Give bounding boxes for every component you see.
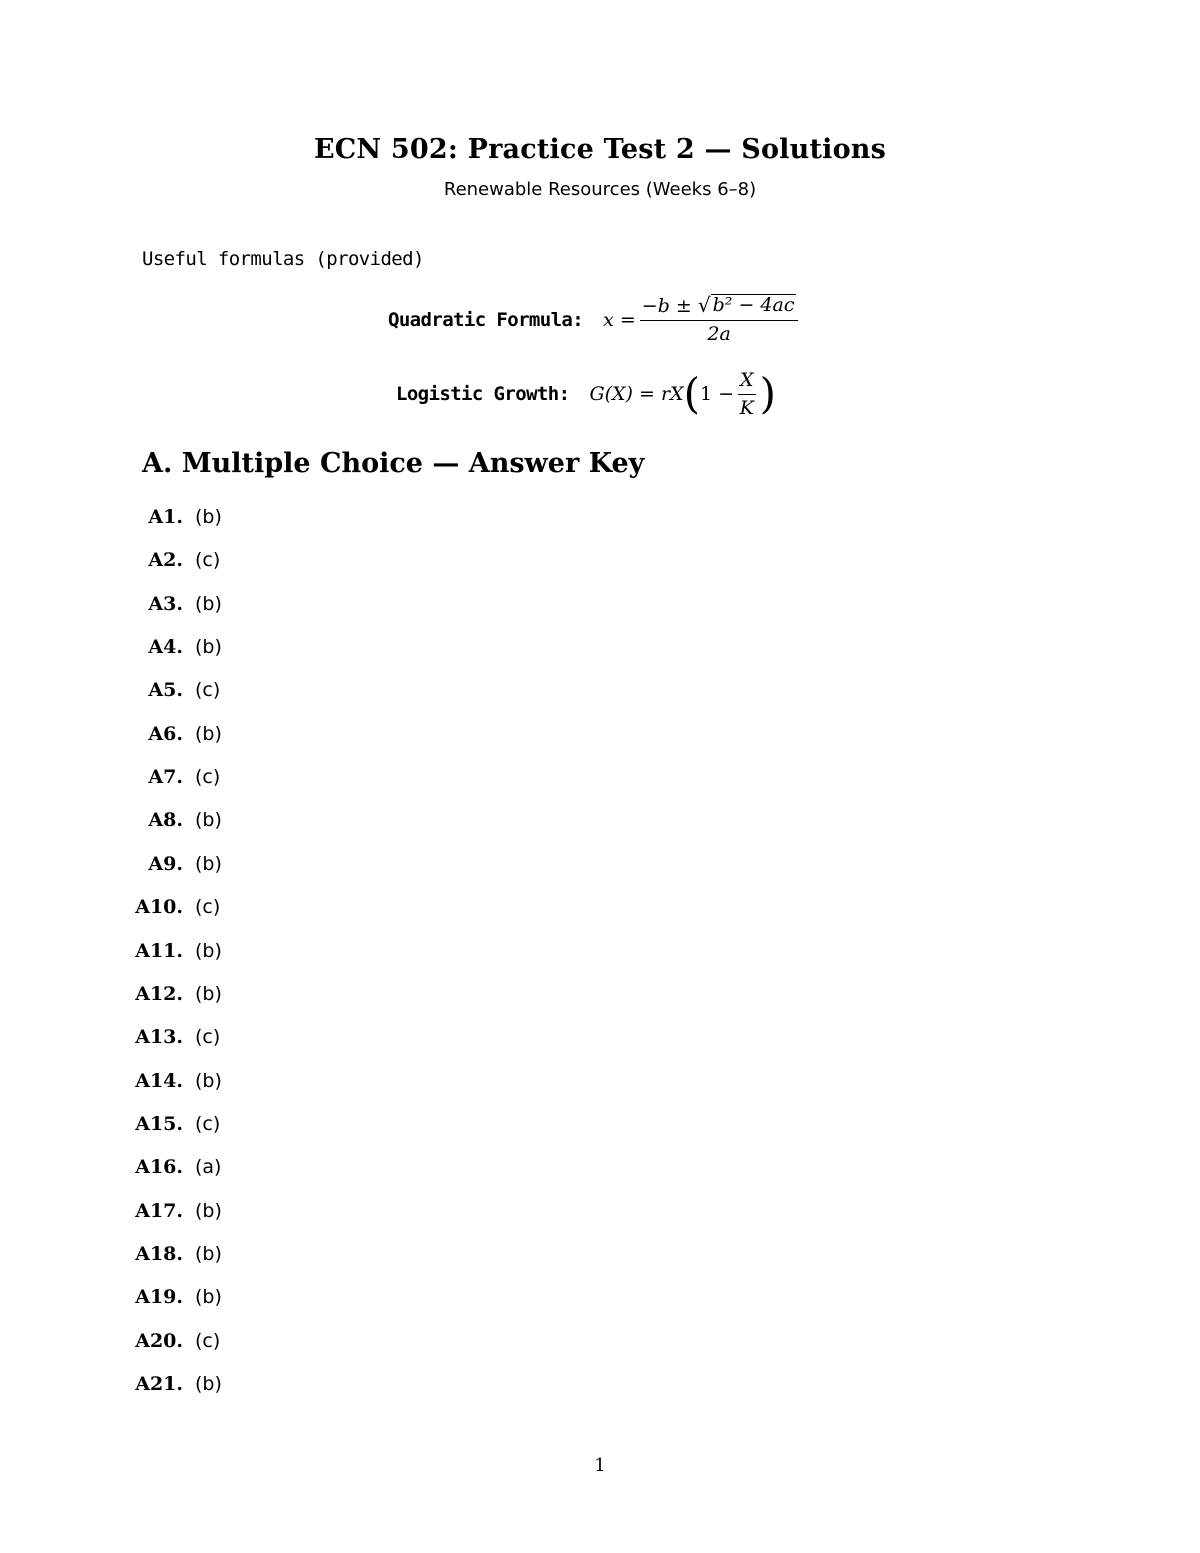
answer-choice: (b)	[195, 1069, 222, 1092]
answer-number: A9.	[148, 852, 183, 875]
answer-choice: (b)	[195, 1199, 222, 1222]
answer-choice: (a)	[195, 1156, 222, 1179]
answer-number: A18.	[135, 1242, 183, 1265]
answer-row	[0, 1152, 400, 1182]
logistic-denominator: K	[739, 397, 754, 419]
logistic-inner-prefix: 1 −	[699, 382, 735, 405]
answer-number: A10.	[135, 896, 183, 919]
answer-choice: (c)	[195, 766, 221, 789]
answer-choice: (b)	[195, 592, 222, 615]
answer-choice: (b)	[195, 1242, 222, 1265]
answer-choice: (c)	[195, 1112, 221, 1135]
answer-row	[0, 632, 400, 662]
answer-number: A14.	[135, 1069, 183, 1092]
answer-row	[0, 719, 400, 749]
logistic-lhs: G(X) = rX	[589, 382, 684, 405]
answer-number: A13.	[135, 1026, 183, 1049]
logistic-growth-formula	[396, 368, 776, 419]
radical-sign-icon: √	[697, 293, 711, 317]
answer-choice: (b)	[195, 1286, 222, 1309]
section-heading: A. Multiple Choice — Answer Key	[142, 448, 645, 479]
formulas-heading: Useful formulas (provided)	[142, 248, 424, 270]
answer-row	[0, 1239, 400, 1269]
quadratic-lhs: x =	[603, 308, 636, 331]
answer-row	[0, 762, 400, 792]
page-subtitle: Renewable Resources (Weeks 6–8)	[443, 179, 757, 200]
answer-number: A6.	[148, 722, 183, 745]
answer-row	[0, 936, 400, 966]
answer-row	[0, 1282, 400, 1312]
answer-row	[0, 1066, 400, 1096]
logistic-growth-label: Logistic Growth:	[396, 382, 570, 405]
answer-choice: (c)	[195, 896, 221, 919]
answer-choice: (b)	[195, 809, 222, 832]
answer-row	[0, 892, 400, 922]
logistic-fraction	[738, 368, 756, 419]
answer-choice: (b)	[195, 982, 222, 1005]
left-paren-icon: (	[683, 368, 700, 418]
answer-choice: (c)	[195, 1026, 221, 1049]
answer-choice: (b)	[195, 852, 222, 875]
answer-row	[0, 849, 400, 879]
answer-number: A20.	[135, 1329, 183, 1352]
answer-number: A7.	[148, 766, 183, 789]
answer-row	[0, 1109, 400, 1139]
answer-number: A11.	[135, 939, 183, 962]
quadratic-fraction	[640, 294, 799, 345]
answer-number: A21.	[135, 1373, 183, 1395]
logistic-numerator: X	[738, 368, 756, 395]
quadratic-radicand: b² − 4ac	[712, 294, 795, 316]
answer-row	[0, 545, 400, 575]
quadratic-formula	[388, 294, 802, 345]
answer-number: A15.	[135, 1112, 183, 1135]
page-title: ECN 502: Practice Test 2 — Solutions	[313, 134, 887, 165]
quadratic-formula-label: Quadratic Formula:	[388, 308, 584, 331]
answer-row	[0, 979, 400, 1009]
answer-number: A12.	[135, 982, 183, 1005]
answer-choice: (c)	[195, 549, 221, 572]
answer-row	[0, 1369, 400, 1399]
answer-number: A17.	[135, 1199, 183, 1222]
answer-row	[0, 502, 400, 532]
answer-choice: (b)	[195, 722, 222, 745]
answer-row	[0, 589, 400, 619]
answer-number: A8.	[148, 809, 183, 832]
answer-choice: (b)	[195, 636, 222, 659]
answer-choice: (b)	[195, 1373, 222, 1395]
answer-choice: (c)	[195, 1329, 221, 1352]
quadratic-numerator-prefix: −b ±	[641, 295, 698, 317]
quadratic-denominator: 2a	[707, 323, 731, 345]
answer-row	[0, 1022, 400, 1052]
answer-choice: (c)	[195, 679, 221, 702]
answer-choice: (b)	[195, 506, 222, 528]
right-paren-icon: )	[759, 368, 776, 418]
quadratic-numerator	[640, 294, 799, 321]
answer-row	[0, 1326, 400, 1356]
answer-row	[0, 1196, 400, 1226]
answer-row	[0, 805, 400, 835]
answer-number: A5.	[148, 679, 183, 702]
page-number: 1	[594, 1455, 606, 1476]
answer-number: A16.	[135, 1156, 183, 1179]
answer-choice: (b)	[195, 939, 222, 962]
answer-number: A1.	[148, 506, 183, 528]
answer-number: A4.	[148, 636, 183, 659]
square-root	[698, 294, 797, 315]
answer-number: A2.	[148, 549, 183, 572]
answer-number: A19.	[135, 1286, 183, 1309]
answer-number: A3.	[148, 592, 183, 615]
answer-row	[0, 675, 400, 705]
